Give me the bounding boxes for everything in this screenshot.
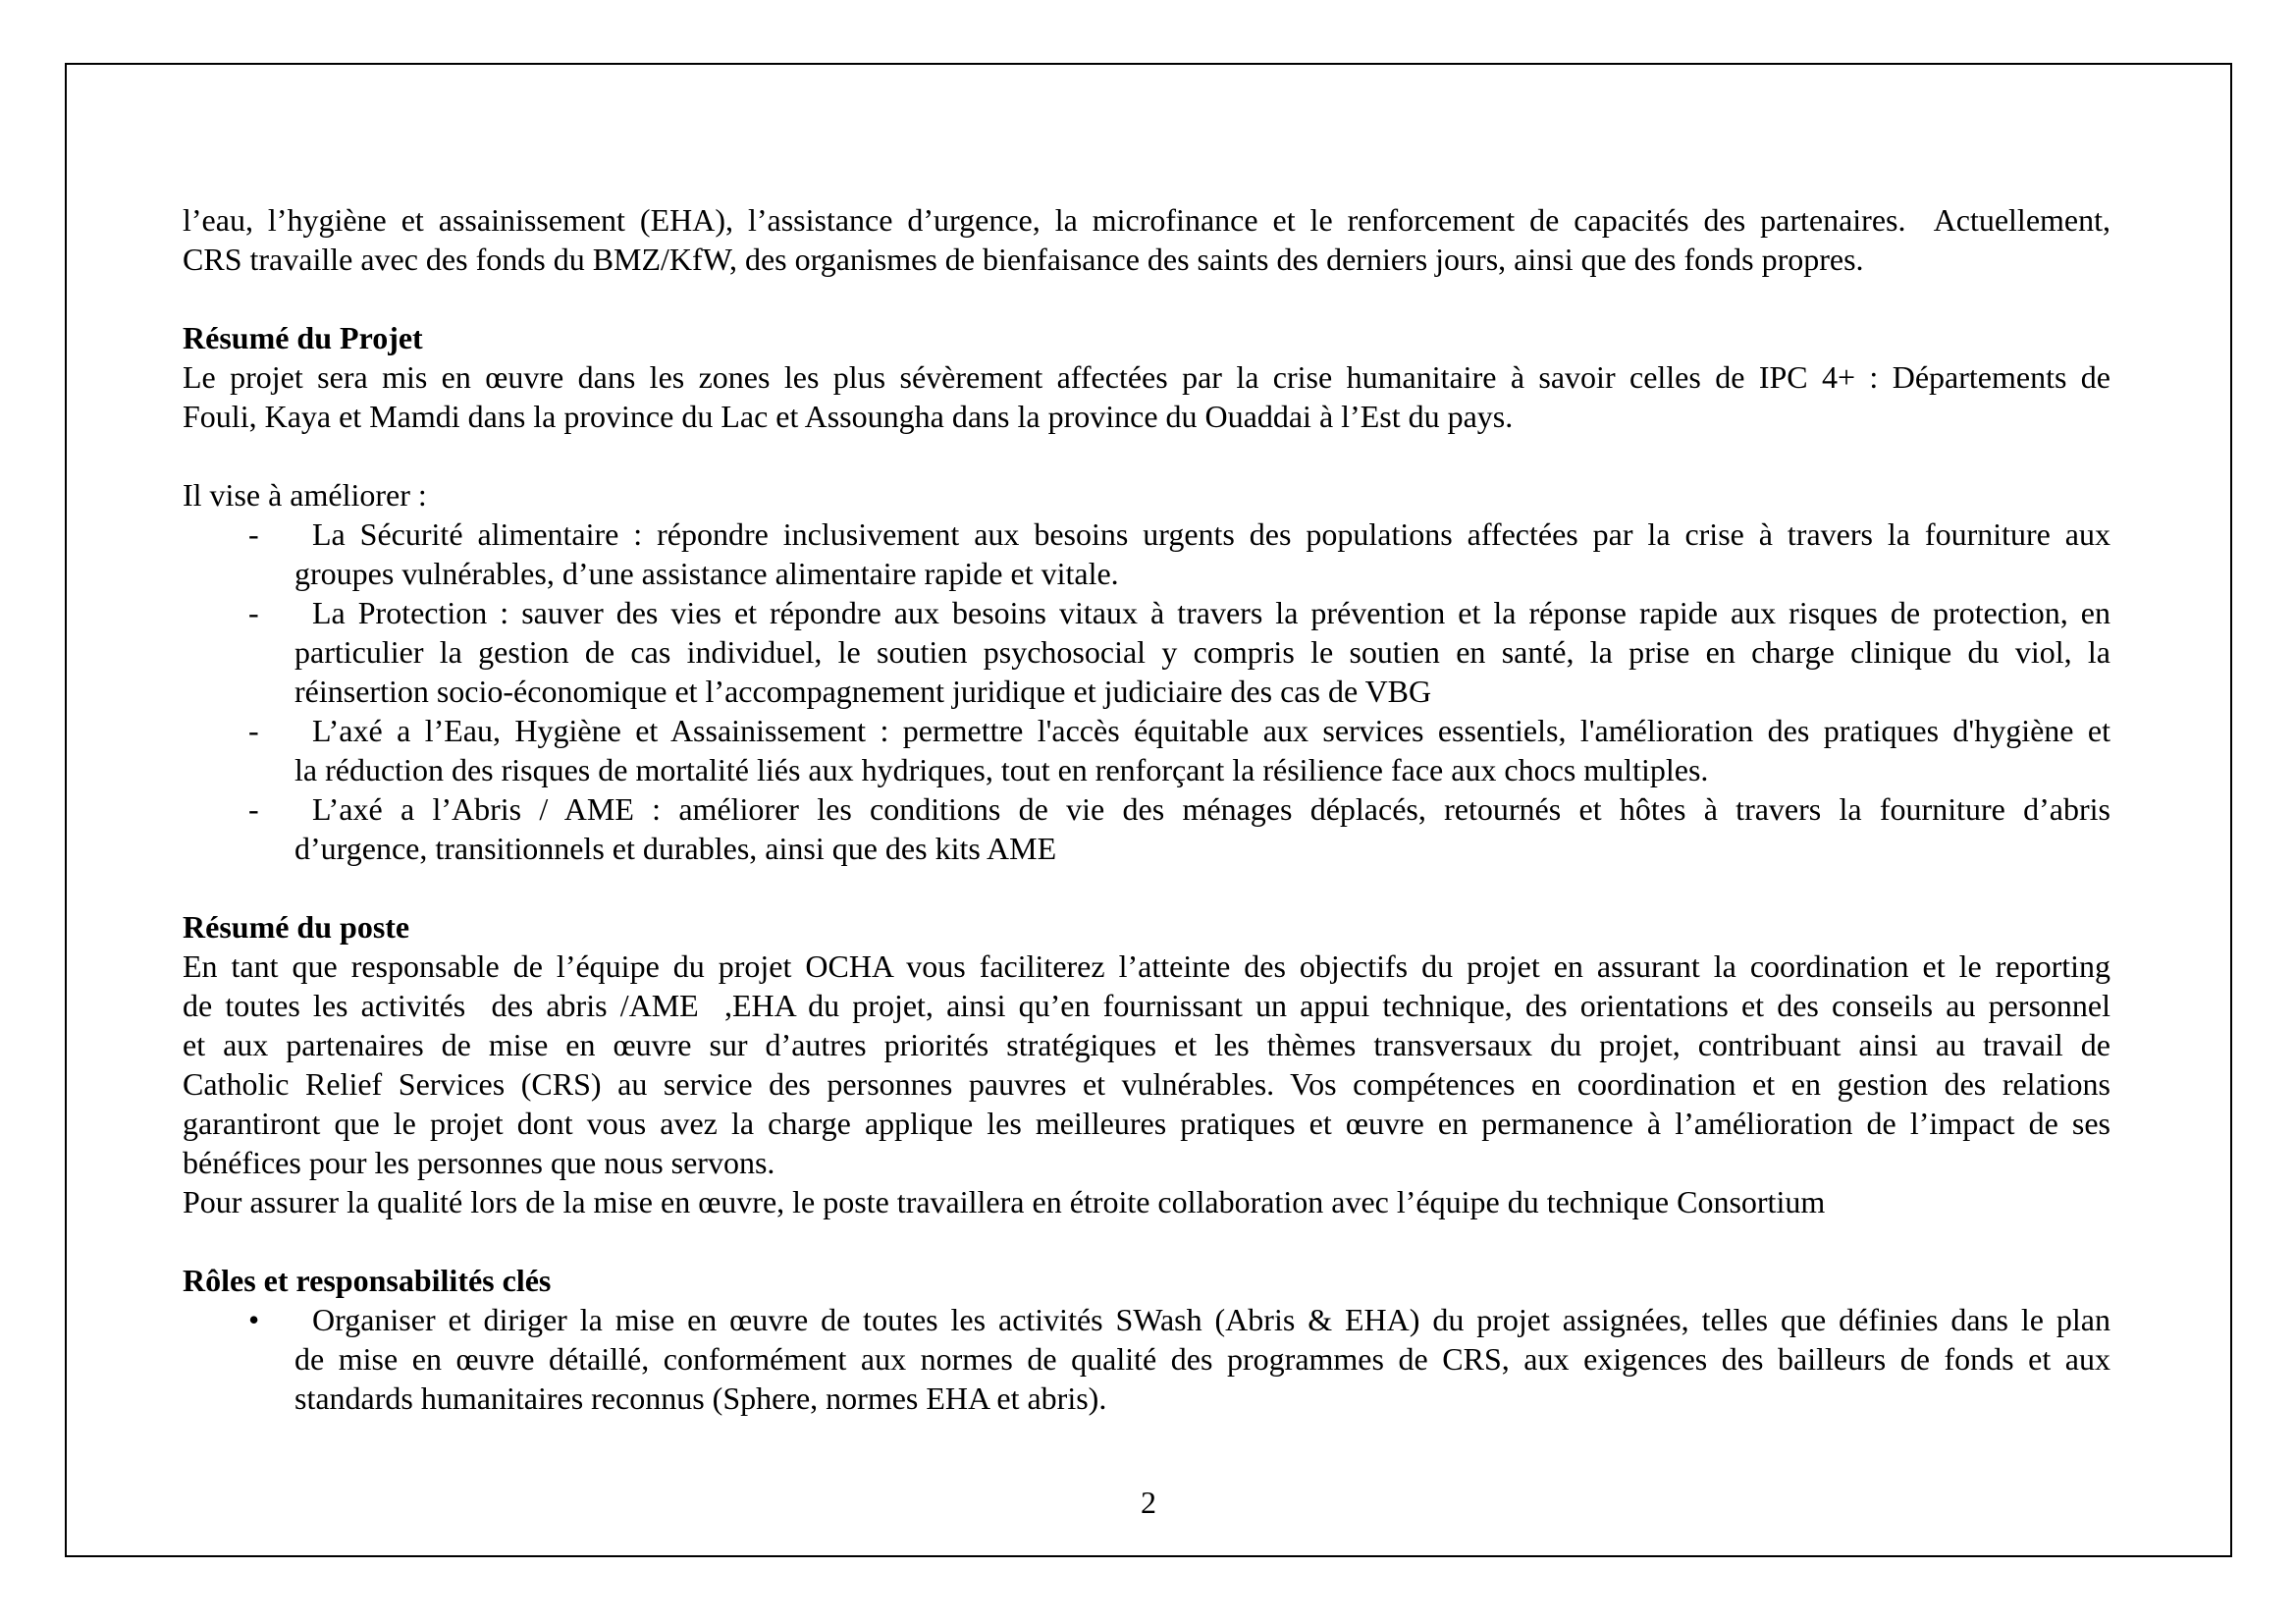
position-summary-paragraph-line: et aux partenaires de mise en œuvre sur d’autres priorités stratégiques et les thèmes transversaux du projet, contribuant ainsi au travail de	[183, 1027, 2110, 1062]
list-item	[183, 514, 2110, 593]
position-summary-paragraph-line: Catholic Relief Services (CRS) au service des personnes pauvres et vulnérables. Vos compétences en coordination et en gestion des relations	[183, 1066, 2110, 1102]
position-summary-paragraph-line: En tant que responsable de l’équipe du projet OCHA vous faciliterez l’atteinte des objectifs du projet en assurant la coordination et le reporting	[183, 948, 2110, 984]
spacer	[183, 279, 2110, 318]
intro-paragraph-line: l’eau, l’hygiène et assainissement (EHA), l’assistance d’urgence, la microfinance et le renforcement de capacités des partenaires. Actuellement,	[183, 202, 2110, 238]
project-summary-paragraph	[183, 357, 2110, 436]
list-item	[183, 711, 2110, 789]
list-item-line: groupes vulnérables, d’une assistance alimentaire rapide et vitale.	[294, 556, 1119, 591]
list-item	[183, 1300, 2110, 1418]
quality-note	[183, 1182, 2110, 1221]
dash-marker: -	[248, 595, 259, 630]
spacer	[183, 436, 2110, 475]
page-number: 2	[1141, 1485, 1156, 1520]
list-item-line: la réduction des risques de mortalité liés aux hydriques, tout en renforçant la résilience face aux chocs multiples.	[294, 752, 1709, 787]
intro-paragraph	[183, 200, 2110, 279]
roles-list	[183, 1300, 2110, 1418]
position-summary-paragraph-line: garantiront que le projet dont vous avez la charge applique les meilleures pratiques et œuvre en permanence à l’amélioration de l’impact de ses	[183, 1106, 2110, 1141]
list-item-line: L’axé a l’Abris / AME : améliorer les conditions de vie des ménages déplacés, retournés et hôtes à travers la fourniture d’abris -	[248, 791, 2110, 827]
list-item-line: réinsertion socio-économique et l’accompagnement juridique et judiciaire des cas de VBG	[294, 674, 1432, 709]
list-item-line: de mise en œuvre détaillé, conformément aux normes de qualité des programmes de CRS, aux exigences des bailleurs de fonds et aux	[294, 1341, 2110, 1377]
spacer	[183, 868, 2110, 907]
list-item	[183, 789, 2110, 868]
list-item-line: La Sécurité alimentaire : répondre inclusivement aux besoins urgents des populations affectées par la crise à travers la fourniture aux -	[248, 516, 2110, 552]
objectives-list	[183, 514, 2110, 868]
list-item-line: L’axé a l’Eau, Hygiène et Assainissement : permettre l'accès équitable aux services essentiels, l'amélioration des pratiques d'hygiène et -	[248, 713, 2110, 748]
bullet-marker: •	[248, 1302, 260, 1337]
position-summary-paragraph	[183, 947, 2110, 1182]
list-item	[183, 593, 2110, 711]
dash-marker: -	[248, 713, 259, 748]
project-summary-paragraph-line: Le projet sera mis en œuvre dans les zones les plus sévèrement affectées par la crise humanitaire à savoir celles de IPC 4+ : Départements de	[183, 359, 2110, 395]
position-summary-paragraph-line: bénéfices pour les personnes que nous servons.	[183, 1145, 775, 1180]
quality-note-line: Pour assurer la qualité lors de la mise en œuvre, le poste travaillera en étroite collaboration avec l’équipe du technique Consortium	[183, 1184, 1826, 1219]
list-item-line: d’urgence, transitionnels et durables, ainsi que des kits AME	[294, 831, 1057, 866]
list-item-line: Organiser et diriger la mise en œuvre de toutes les activités SWash (Abris & EHA) du projet assignées, telles que définies dans le plan •	[248, 1302, 2110, 1337]
project-summary-heading: Résumé du Projet	[183, 320, 423, 355]
roles-heading: Rôles et responsabilités clés	[183, 1263, 552, 1298]
dash-marker: -	[248, 516, 259, 552]
list-item-line: La Protection : sauver des vies et répondre aux besoins vitaux à travers la prévention et la réponse rapide aux risques de protection, en -	[248, 595, 2110, 630]
list-item-line: standards humanitaires reconnus (Sphere, normes EHA et abris).	[294, 1380, 1107, 1416]
document-content	[183, 200, 2110, 1418]
spacer	[183, 1221, 2110, 1261]
project-summary-paragraph-line: Fouli, Kaya et Mamdi dans la province du Lac et Assoungha dans la province du Ouaddai à l’Est du pays.	[183, 399, 1514, 434]
dash-marker: -	[248, 791, 259, 827]
position-summary-paragraph-line: de toutes les activités des abris /AME ,EHA du projet, ainsi qu’en fournissant un appui technique, des orientations et des conseils au personnel	[183, 988, 2110, 1023]
list-item-line: particulier la gestion de cas individuel, le soutien psychosocial y compris le soutien en santé, la prise en charge clinique du viol, la	[294, 634, 2110, 670]
objectives-intro-line: Il vise à améliorer :	[183, 477, 427, 513]
objectives-intro	[183, 475, 2110, 514]
intro-paragraph-line: CRS travaille avec des fonds du BMZ/KfW, des organismes de bienfaisance des saints des derniers jours, ainsi que des fonds propres.	[183, 242, 1864, 277]
position-summary-heading: Résumé du poste	[183, 909, 410, 945]
